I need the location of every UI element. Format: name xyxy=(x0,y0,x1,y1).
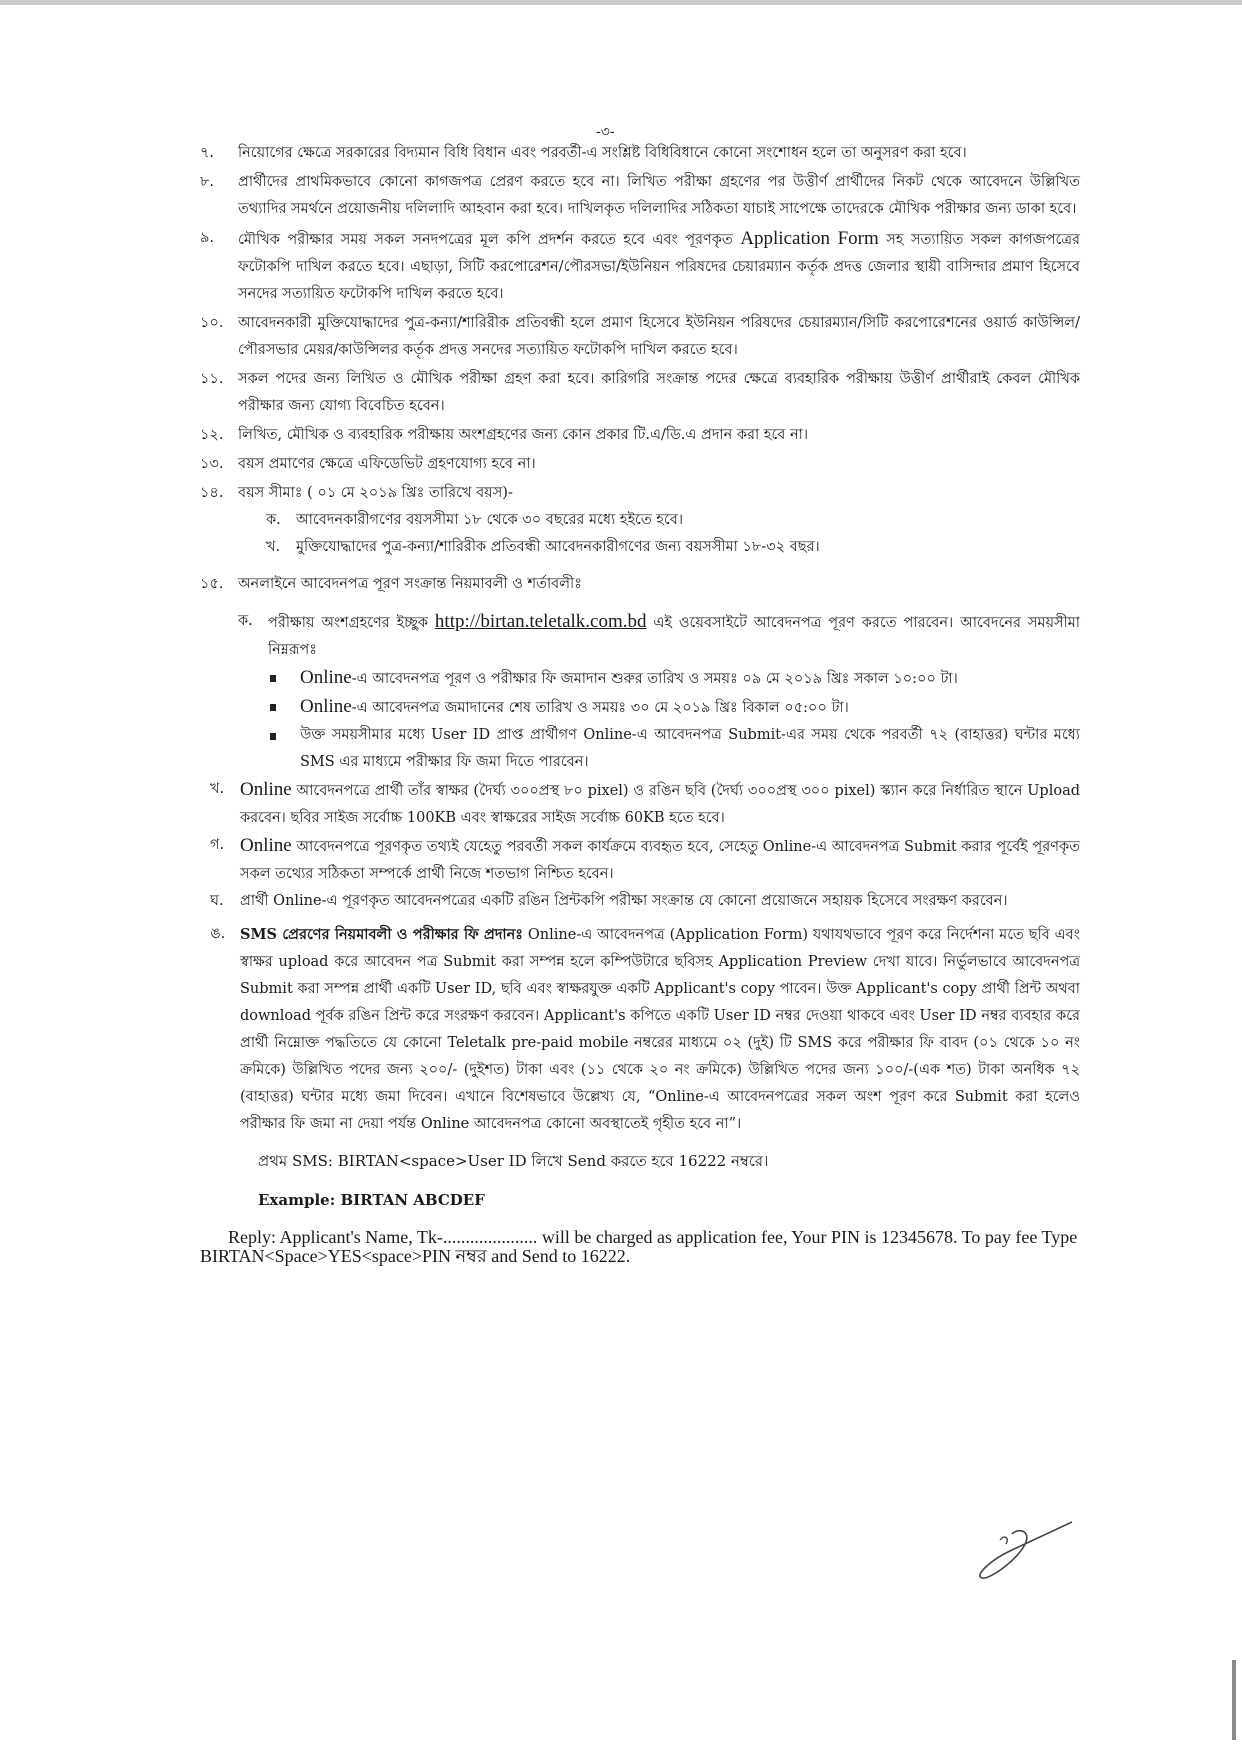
schedule-end: Online-এ আবেদনপত্র জমাদানের শেষ তারিখ ও সময়ঃ ৩০ মে ২০১৯ খ্রিঃ বিকাল ০৫:০০ টা। xyxy=(266,693,1080,722)
item-10: ১০. আবেদনকারী মুক্তিযোদ্ধাদের পুত্র-কন্যা/শারিরীক প্রতিবন্ধী হলে প্রমাণ হিসেবে ইউনিয়ন পরিষদের চেয়ারম্যান/সিটি করপোরেশনের ওয়ার্ড কাউন্সিল/পৌরসভার মেয়র/কাউন্সিলর কর্তৃক প্রদত্ত সনদের সত্যায়িত ফটোকপি দাখিল করতে হবে। xyxy=(200,315,1080,358)
schedule-start: Online-এ আবেদনপত্র পূরণ ও পরীক্ষার ফি জমাদান শুরুর তারিখ ও সময়ঃ ০৯ মে ২০১৯ খ্রিঃ সকাল ১০:০০ টা। xyxy=(266,664,1080,693)
page-number: -৩- xyxy=(596,124,615,140)
online-ka: ক. পরীক্ষায় অংশগ্রহণের ইচ্ছুক http://birtan.teletalk.com.bd এই ওয়েবসাইটে আবেদনপত্র পূরণ করতে পারবেন। আবেদনের সময়সীমা নিম্নরূপঃ xyxy=(238,611,1080,658)
scan-top-band xyxy=(0,0,1242,5)
schedule-list xyxy=(238,664,1080,776)
schedule-fee: উক্ত সময়সীমার মধ্যে User ID প্রাপ্ত প্রার্থীগণ Online-এ আবেদনপত্র Submit-এর সময় থেকে পরবর্তী ৭২ (বাহাত্তর) ঘন্টার মধ্যে SMS এর মাধ্যমে পরীক্ষার ফি জমা দিতে পারবেন। xyxy=(266,722,1080,776)
item-14-ka: ক. আবেদনকারীগণের বয়সসীমা ১৮ থেকে ৩০ বছরের মধ্যে হইতে হবে। xyxy=(266,512,684,528)
item-8: ৮. প্রার্থীদের প্রাথমিকভাবে কোনো কাগজপত্র প্রেরণ করতে হবে না। লিখিত পরীক্ষা গ্রহণের পর উত্তীর্ণ প্রার্থীদের নিকট থেকে আবেদনে উল্লিখিত তথ্যাদির সমর্থনে প্রয়োজনীয় দলিলাদি আহবান করা হবে। দাখিলকৃত দলিলাদির সঠিকতা যাচাই সাপেক্ষে তাদেরকে মৌখিক পরীক্ষার জন্য ডাকা হবে। xyxy=(200,174,1080,217)
item-11: ১১. সকল পদের জন্য লিখিত ও মৌখিক পরীক্ষা গ্রহণ করা হবে। কারিগরি সংক্রান্ত পদের ক্ষেত্রে ব্যবহারিক পরীক্ষায় উত্তীর্ণ প্রার্থীরাই কেবল মৌখিক পরীক্ষার জন্য যোগ্য বিবেচিত হবেন। xyxy=(200,371,1080,414)
item-14-kha: খ. মুক্তিযোদ্ধাদের পুত্র-কন্যা/শারিরীক প্রতিবন্ধী আবেদনকারীগণের জন্য বয়সসীমা ১৮-৩২ বছর। xyxy=(266,539,820,555)
item-15: ১৫. অনলাইনে আবেদনপত্র পূরণ সংক্রান্ত নিয়মাবলী ও শর্তাবলীঃ xyxy=(200,576,582,592)
item-14: ১৪. বয়স সীমাঃ ( ০১ মে ২০১৯ খ্রিঃ তারিখে বয়স)- ক. আবেদনকারীগণের বয়সসীমা ১৮ থেকে ৩০ বছরের মধ্যে হইতে হবে। খ. মুক্তিযোদ্ধাদের পুত্র-কন্যা/শারিরীক প্রতিবন্ধী আবেদনকারীগণের জন্য বয়সসীমা ১৮-৩২ বছর। xyxy=(200,480,1080,561)
item-9: ৯. মৌখিক পরীক্ষার সময় সকল সনদপত্রের মূল কপি প্রদর্শন করতে হবে এবং পূরণকৃত Application Form সহ সত্যায়িত সকল কাগজপত্রের ফটোকপি দাখিল করতে হবে। এছাড়া, সিটি করপোরেশন/পৌরসভা/ইউনিয়ন পরিষদের চেয়ারম্যান কর্তৃক প্রদত্ত জেলার স্থায়ী বাসিন্দার প্রমাণ হিসেবে সনদের সত্যায়িত ফটোকপি দাখিল করতে হবে। xyxy=(200,228,1080,302)
online-kha: খ. Online আবেদনপত্রে প্রার্থী তাঁর স্বাক্ষর (দৈর্ঘ্য ৩০০প্রস্থ ৮০ pixel) ও রঙিন ছবি (দৈর্ঘ্য ৩০০প্রস্থ ৩০০ pixel) স্ক্যান করে নির্ধারিত স্থানে Upload করবেন। ছবির সাইজ সর্বোচ্চ 100KB এবং স্বাক্ষরের সাইজ সর্বোচ্চ 60KB হতে হবে। xyxy=(210,779,1081,826)
online-gha: ঘ. প্রার্থী Online-এ পূরণকৃত আবেদনপত্রের একটি রঙিন প্রিন্টকপি পরীক্ষা সংক্রান্ত যে কোনো প্রয়োজনে সহায়ক হিসেবে সংরক্ষণ করবেন। xyxy=(210,893,1008,909)
item-12: ১২. লিখিত, মৌখিক ও ব্যবহারিক পরীক্ষায় অংশগ্রহণের জন্য কোন প্রকার টি.এ/ডি.এ প্রদান করা হবে না। xyxy=(200,427,809,443)
signature-icon xyxy=(960,1520,1080,1600)
first-sms: প্রথম SMS: BIRTAN<space>User ID লিখে Send করতে হবে 16222 নম্বরে। xyxy=(258,1152,769,1170)
sms-instructions xyxy=(258,1148,1080,1214)
scan-edge xyxy=(1232,1660,1236,1740)
item-7: ৭. নিয়োগের ক্ষেত্রে সরকারের বিদ্যমান বিধি বিধান এবং পরবর্তী-এ সংশ্লিষ্ট বিধিবিধানে কোনো সংশোধন হলে তা অনুসরণ করা হবে। xyxy=(200,145,967,161)
item-13: ১৩. বয়স প্রমাণের ক্ষেত্রে এফিডেভিট গ্রহণযোগ্য হবে না। xyxy=(200,456,536,472)
sms-example: Example: BIRTAN ABCDEF xyxy=(258,1191,485,1209)
teletalk-link[interactable]: http://birtan.teletalk.com.bd xyxy=(434,611,647,632)
sms-reply: Reply: Applicant's Name, Tk-..................... will be charged as application fee, Your PIN is 12345678. To pay fee Type BIRTAN<Space>YES<space>PIN নম্বর and Send to 16222. xyxy=(200,1227,1078,1266)
online-ga: গ. Online আবেদনপত্রে পূরণকৃত তথ্যই যেহেতু পরবর্তী সকল কার্যক্রমে ব্যবহৃত হবে, সেহেতু Online-এ আবেদনপত্র Submit করার পূর্বেই পূরণকৃত সকল তথ্যের সঠিকতা সম্পর্কে প্রার্থী নিজে শতভাগ নিশ্চিত হবেন। xyxy=(210,835,1080,882)
document-body xyxy=(200,140,1080,1266)
online-uma: ঙ. SMS প্রেরণের নিয়মাবলী ও পরীক্ষার ফি প্রদানঃ Online-এ আবেদনপত্র (Application Form) যথাযথভাবে পূরণ করে নির্দেশনা মতে ছবি এবং স্বাক্ষর upload করে আবেদন পত্র Submit করা সম্পন্ন হলে কম্পিউটারে ছবিসহ Application Preview দেখা যাবে। নির্ভুলভাবে আবেদনপত্র Submit করা সম্পন্ন প্রার্থী একটি User ID, ছবি এবং স্বাক্ষরযুক্ত একটি Applicant's copy পাবেন। উক্ত Applicant's copy প্রার্থী প্রিন্ট অথবা download পূর্বক রঙিন প্রিন্ট করে সংরক্ষণ করবেন। Applicant's কপিতে একটি User ID নম্বর দেওয়া থাকবে এবং User ID নম্বর ব্যবহার করে প্রার্থী নিম্নোক্ত পদ্ধতিতে যে কোনো Teletalk pre-paid mobile নম্বরের মাধ্যমে ০২ (দুই) টি SMS করে পরীক্ষার ফি বাবদ (০১ থেকে ১০ নং ক্রমিকে) উল্লিখিত পদের জন্য ২০০/- (দুইশত) টাকা এবং (১১ থেকে ২০ নং ক্রমিকে) উল্লিখিত পদের জন্য ১০০/-(এক শত) টাকা অনধিক ৭২ (বাহাত্তর) ঘন্টার মধ্যে জমা দিবেন। এখানে বিশেষভাবে উল্লেখ্য যে, “Online-এ আবেদনপত্রের সকল অংশ পূরণ করে Submit করা হলেও পরীক্ষার ফি জমা না দেয়া পর্যন্ত Online আবেদনপত্র কোনো অবস্থাতেই গৃহীত হবে না”। xyxy=(210,926,1081,1132)
